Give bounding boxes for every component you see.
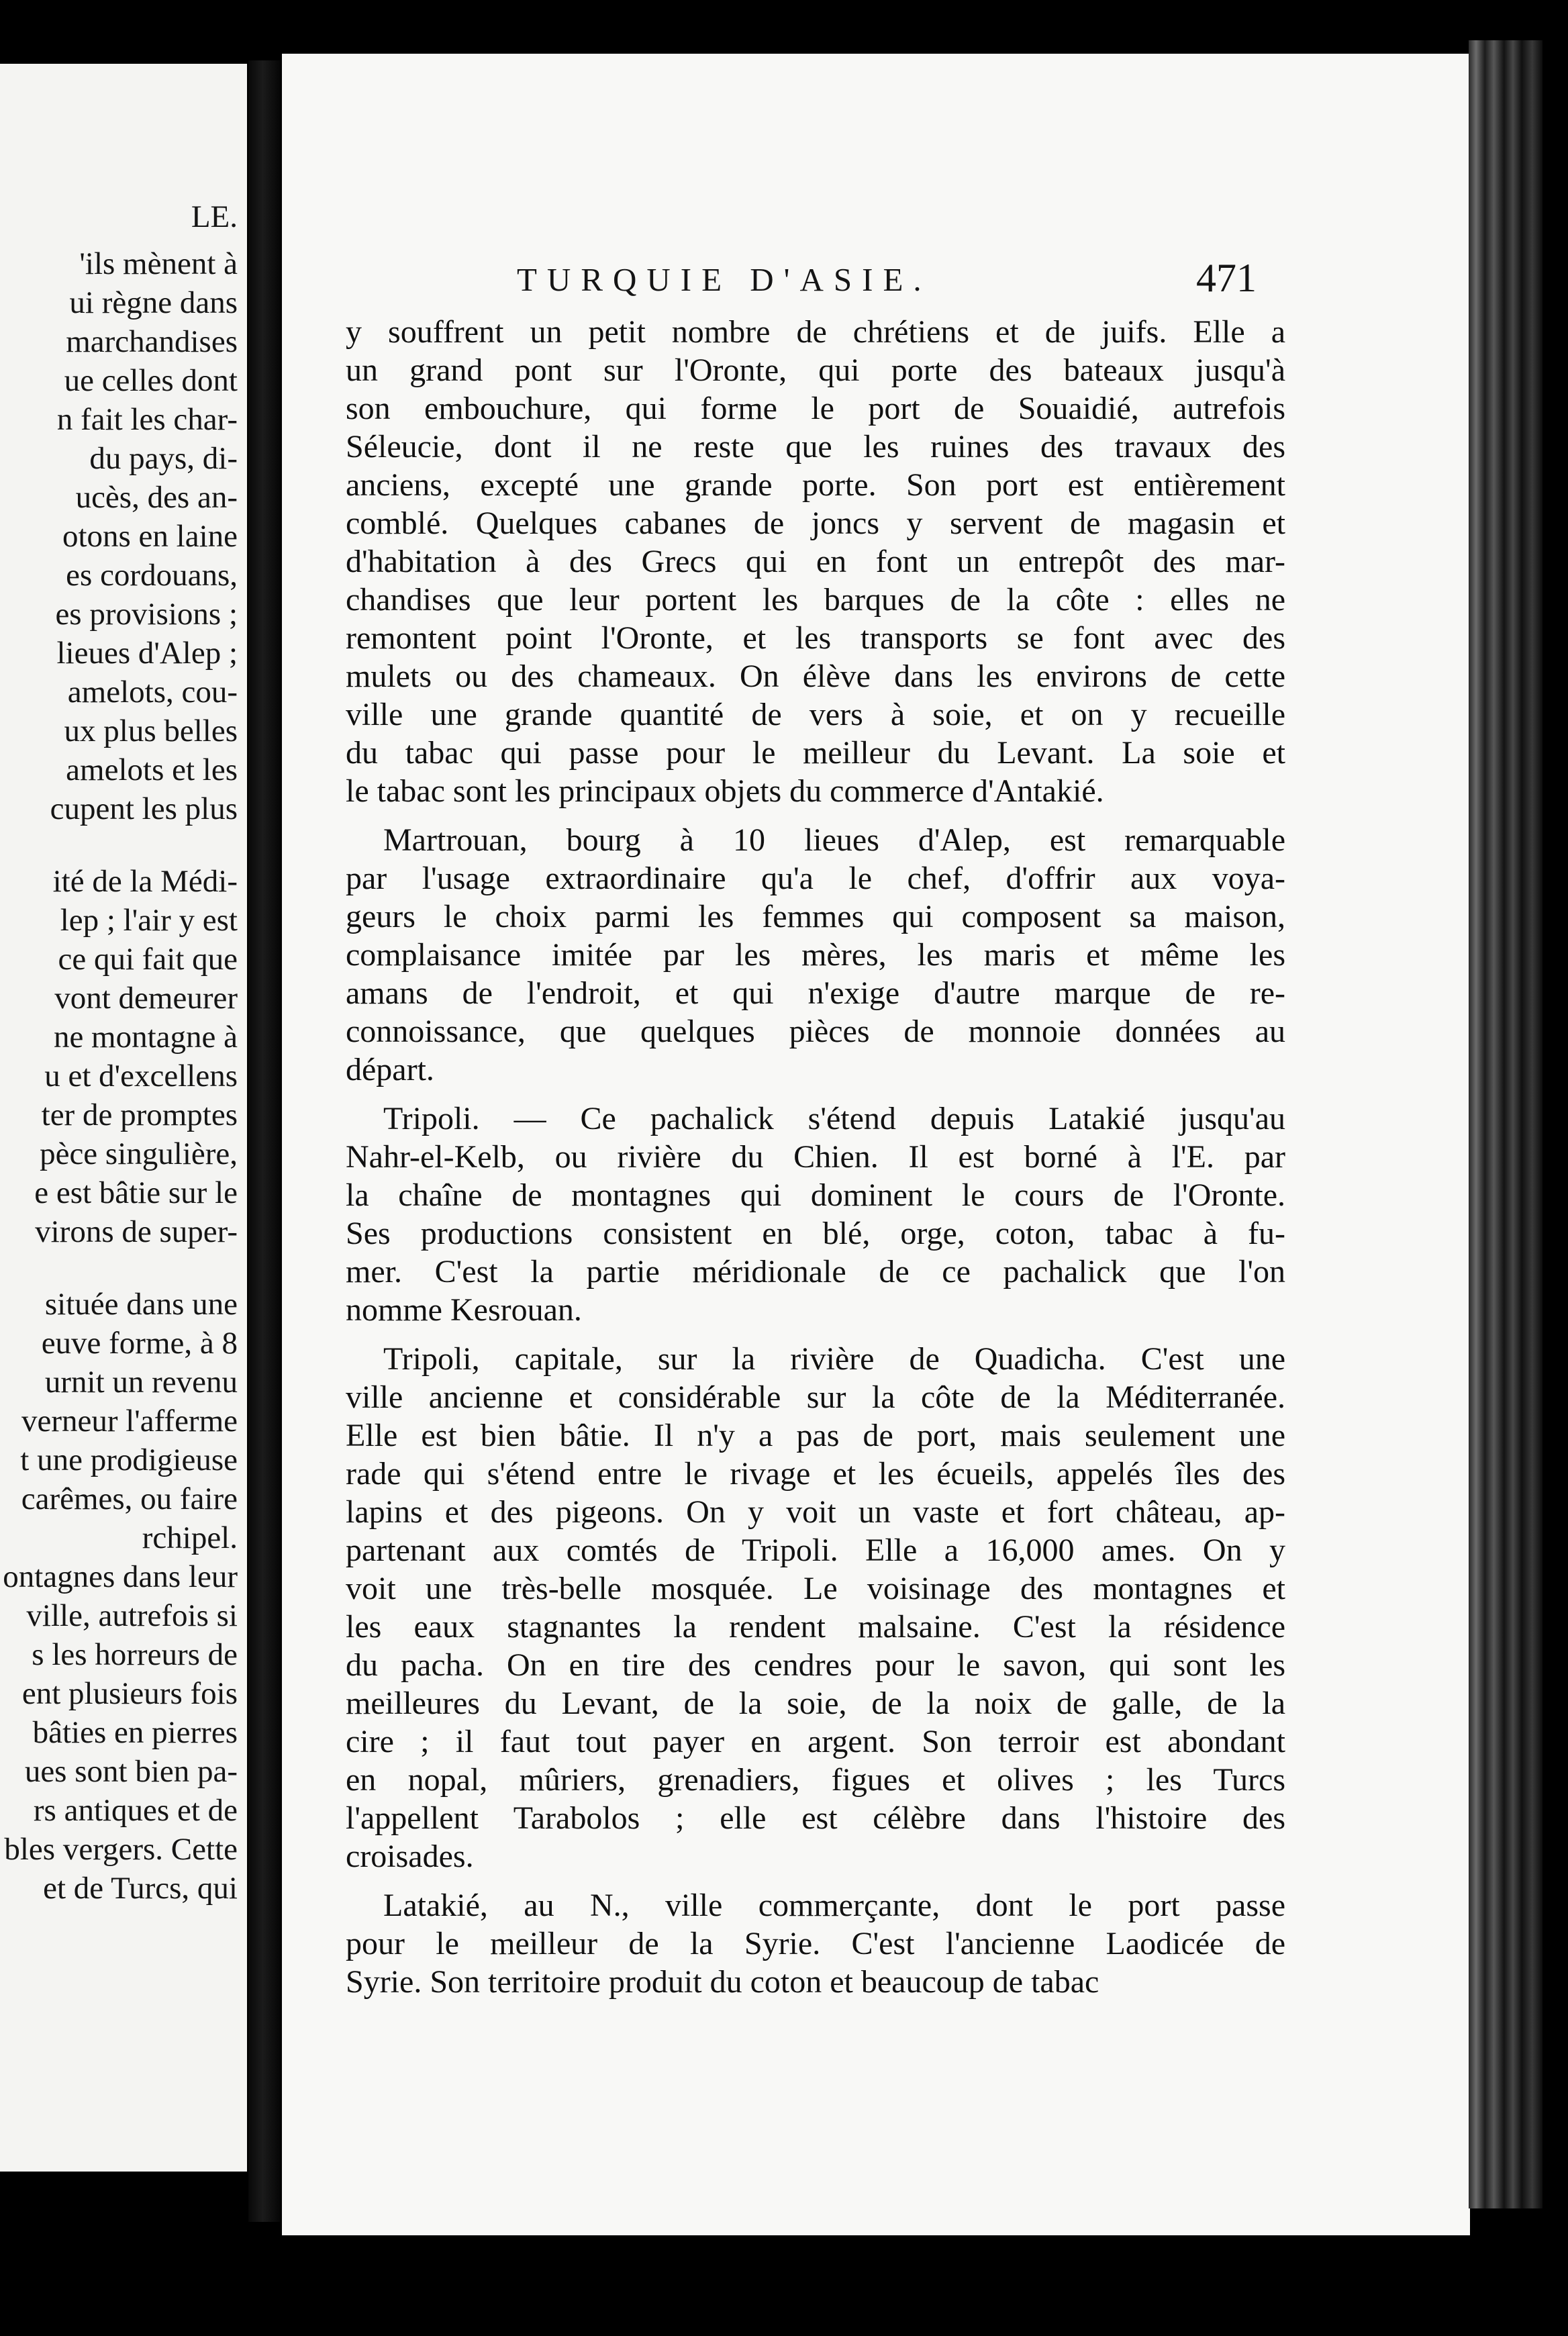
page-edges: [1469, 40, 1542, 2208]
text-line: Nahr-el-Kelb, ou rivière du Chien. Il est borné à l'E. par: [346, 1139, 1285, 1175]
left-page-line: u et d'excellens: [44, 1059, 238, 1093]
text-line: lapins et des pigeons. On y voit un vaste et fort château, ap-: [346, 1494, 1285, 1530]
text-line: les eaux stagnantes la rendent malsaine. C'est la résidence: [346, 1609, 1285, 1645]
text-line: Séleucie, dont il ne reste que les ruines des travaux des: [346, 429, 1285, 465]
book-spine: [248, 60, 281, 2222]
text-line: d'habitation à des Grecs qui en font un entrepôt des mar-: [346, 544, 1285, 579]
text-line: Latakié, au N., ville commerçante, dont le port passe: [383, 1888, 1285, 1923]
left-page-line: et de Turcs, qui: [43, 1871, 238, 1906]
text-line: mulets ou des chameaux. On élève dans les environs de cette: [346, 659, 1285, 694]
paragraph-gap: [346, 1089, 1285, 1100]
left-page-line: amelots et les: [66, 752, 238, 787]
left-page-line: urnit un revenu: [44, 1365, 238, 1400]
text-line: son embouchure, qui forme le port de Souaidié, autrefois: [346, 391, 1285, 426]
left-page-line: bâties en pierres: [32, 1715, 238, 1750]
text-line: la chaîne de montagnes qui dominent le cours de l'Oronte.: [346, 1177, 1285, 1213]
paragraph-gap: [346, 1329, 1285, 1340]
left-page-line: euve forme, à 8: [41, 1326, 238, 1361]
left-page-line: otons en laine: [62, 519, 238, 554]
left-page-line: s les horreurs de: [32, 1637, 238, 1672]
left-page-line: es provisions ;: [55, 597, 238, 632]
text-line: comblé. Quelques cabanes de joncs y servent de magasin et: [346, 505, 1285, 541]
text-line: le tabac sont les principaux objets du commerce d'Antakié.: [346, 773, 1104, 809]
left-page-line: ent plusieurs fois: [21, 1676, 238, 1711]
left-page-line: rs antiques et de: [33, 1793, 238, 1828]
page-number: 471: [1196, 256, 1257, 300]
text-line: Martrouan, bourg à 10 lieues d'Alep, est remarquable: [383, 822, 1285, 858]
left-page-line: ui règne dans: [69, 285, 238, 320]
text-line: amans de l'endroit, et qui n'exige d'autre marque de re-: [346, 975, 1285, 1011]
left-page-line: ter de promptes: [41, 1098, 238, 1132]
text-line: chandises que leur portent les barques de la côte : elles ne: [346, 582, 1285, 618]
text-line: geurs le choix parmi les femmes qui composent sa maison,: [346, 899, 1285, 934]
left-page-line: n fait les char-: [56, 402, 238, 437]
text-line: en nopal, mûriers, grenadiers, figues et olives ; les Turcs: [346, 1762, 1285, 1798]
paragraph: [346, 1100, 1285, 1329]
text-line: voit une très-belle mosquée. Le voisinage des montagnes et: [346, 1571, 1285, 1606]
text-line: partenant aux comtés de Tripoli. Elle a 16,000 ames. On y: [346, 1532, 1285, 1568]
paragraph: [346, 1886, 1285, 2001]
body-text: [346, 313, 1285, 2001]
left-page-line: ux plus belles: [64, 714, 238, 748]
left-page-line: LE.: [191, 199, 238, 234]
paragraph-gap: [346, 810, 1285, 821]
left-page-line: ues sont bien pa-: [24, 1754, 238, 1789]
left-page-line: ucès, des an-: [75, 480, 238, 515]
text-line: Elle est bien bâtie. Il n'y a pas de port, mais seulement une: [346, 1418, 1285, 1453]
paragraph: [346, 1340, 1285, 1876]
left-page-line: es cordouans,: [66, 558, 238, 593]
text-line: pour le meilleur de la Syrie. C'est l'ancienne Laodicée de: [346, 1926, 1285, 1961]
text-line: mer. C'est la partie méridionale de ce pachalick que l'on: [346, 1254, 1285, 1289]
left-page-line: du pays, di-: [89, 441, 238, 476]
text-line: Tripoli, capitale, sur la rivière de Quadicha. C'est une: [383, 1341, 1285, 1377]
text-line: Ses productions consistent en blé, orge, coton, tabac à fu-: [346, 1216, 1285, 1251]
text-line: cire ; il faut tout payer en argent. Son terroir est abondant: [346, 1724, 1285, 1759]
left-page-line: marchandises: [66, 324, 238, 359]
text-line: par l'usage extraordinaire qu'a le chef, d'offrir aux voya-: [346, 861, 1285, 896]
text-line: départ.: [346, 1052, 434, 1087]
text-line: l'appellent Tarabolos ; elle est célèbre dans l'histoire des: [346, 1800, 1285, 1836]
left-page-line: ité de la Médi-: [52, 864, 238, 899]
left-page-line: rchipel.: [142, 1520, 238, 1555]
text-line: croisades.: [346, 1839, 474, 1874]
text-line: meilleures du Levant, de la soie, de la noix de galle, de la: [346, 1686, 1285, 1721]
left-page-line: verneur l'afferme: [21, 1404, 238, 1439]
paragraph: [346, 821, 1285, 1089]
left-page-line: vont demeurer: [54, 981, 238, 1016]
text-line: ville ancienne et considérable sur la côte de la Méditerranée.: [346, 1379, 1285, 1415]
left-page-line: située dans une: [44, 1287, 238, 1322]
paragraph: [346, 313, 1285, 810]
text-line: rade qui s'étend entre le rivage et les écueils, appelés îles des: [346, 1456, 1285, 1492]
text-line: Tripoli. — Ce pachalick s'étend depuis Latakié jusqu'au: [383, 1101, 1285, 1136]
text-line: ville une grande quantité de vers à soie, et on y recueille: [346, 697, 1285, 732]
left-page-line: pèce singulière,: [40, 1136, 238, 1171]
left-page-line: ue celles dont: [64, 363, 238, 398]
text-line: nomme Kesrouan.: [346, 1292, 582, 1328]
left-page-line: cupent les plus: [50, 791, 238, 826]
left-page-line: ville, autrefois si: [26, 1598, 238, 1633]
text-line: du pacha. On en tire des cendres pour le savon, qui sont les: [346, 1647, 1285, 1683]
left-page-line: e est bâtie sur le: [34, 1175, 238, 1210]
left-page-line: amelots, cou-: [67, 675, 238, 710]
left-page-line: lep ; l'air y est: [60, 903, 238, 938]
text-line: du tabac qui passe pour le meilleur du Levant. La soie et: [346, 735, 1285, 771]
paragraph-gap: [346, 1876, 1285, 1886]
text-line: complaisance imitée par les mères, les maris et même les: [346, 937, 1285, 973]
text-line: connoissance, que quelques pièces de monnoie données au: [346, 1014, 1285, 1049]
left-page-line: carêmes, ou faire: [21, 1481, 238, 1516]
left-page-line: ne montagne à: [53, 1020, 238, 1055]
text-line: un grand pont sur l'Oronte, qui porte des bateaux jusqu'à: [346, 352, 1285, 388]
text-line: remontent point l'Oronte, et les transports se font avec des: [346, 620, 1285, 656]
text-line: anciens, excepté une grande porte. Son port est entièrement: [346, 467, 1285, 503]
left-page-line: 'ils mènent à: [79, 246, 238, 281]
running-header: TURQUIE D'ASIE.: [517, 261, 932, 298]
left-page-line: t une prodigieuse: [20, 1443, 238, 1477]
text-line: Syrie. Son territoire produit du coton et beaucoup de tabac: [346, 1964, 1099, 2000]
left-page-line: lieues d'Alep ;: [56, 636, 238, 671]
left-page-line: ontagnes dans leur: [3, 1559, 238, 1594]
left-page: [0, 64, 247, 2172]
left-page-line: bles vergers. Cette: [4, 1832, 238, 1867]
left-page-line: virons de super-: [35, 1214, 238, 1249]
left-page-line: ce qui fait que: [58, 942, 238, 977]
text-line: y souffrent un petit nombre de chrétiens et de juifs. Elle a: [346, 314, 1285, 350]
